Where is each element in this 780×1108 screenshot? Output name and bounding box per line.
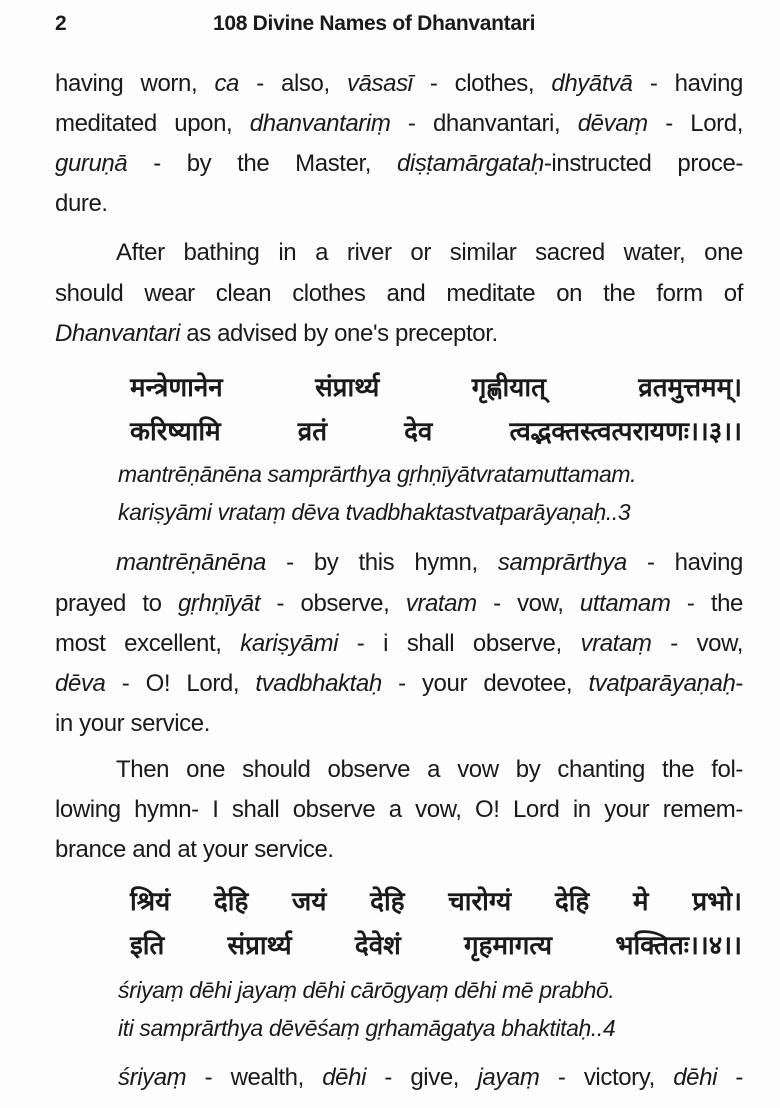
verse4-devanagari-line2: इति संप्रार्थ्य देवेशं गृहमागत्य भक्तितः।।४।। [130, 931, 742, 961]
para3-line3: brance and at your service. [55, 836, 334, 863]
sanskrit-term: jayaṃ [477, 1064, 540, 1091]
deity-name: Dhanvantari [55, 320, 181, 347]
gloss3-line3 [55, 626, 743, 662]
para1-line2 [55, 106, 743, 142]
gloss-text: - [735, 670, 743, 697]
para2-line3: Dhanvantari as advised by one's preceptor. [55, 320, 498, 347]
verse3-translit-line2: kariṣyāmi vrataṃ dēva tvadbhaktastvatparāyaṇaḥ..3 [118, 499, 631, 525]
sanskrit-term: tvadbhaktaḥ [255, 670, 382, 697]
gloss-text: in your service. [55, 710, 210, 737]
verse4-translit-line2: iti samprārthya dēvēśaṃ gṛhamāgatya bhaktitaḥ..4 [118, 1015, 616, 1041]
gloss-text: most excellent, [55, 630, 241, 657]
gloss4-line1 [118, 1060, 743, 1096]
sanskrit-term: ca [214, 70, 240, 97]
gloss3-line5 [55, 706, 743, 742]
page-header [55, 12, 742, 42]
verse4-translit-line1: śriyaṃ dēhi jayaṃ dēhi cārōgyaṃ dēhi mē prabhō. [118, 977, 615, 1003]
gloss-text: - dhanvantari, [390, 110, 578, 137]
verse3-devanagari-line2: करिष्यामि व्रतं देव त्वद्भक्तस्त्वत्परायणः।।३।। [130, 417, 742, 447]
gloss-text: - vow, [651, 630, 743, 657]
gloss-text: prayed to [55, 590, 178, 617]
sanskrit-term: gṛhṇīyāt [177, 590, 261, 617]
sanskrit-term: dēhi [322, 1064, 367, 1091]
gloss-text: - by the Master, [127, 150, 397, 177]
gloss-text: - victory, [539, 1064, 674, 1091]
sanskrit-term: dhyātvā [551, 70, 633, 97]
sanskrit-term: vāsasī [346, 70, 413, 97]
para3-line1: Then one should observe a vow by chanting the fol- [116, 756, 743, 783]
sanskrit-term: mantrēṇānēna [116, 549, 266, 576]
gloss3-line1 [116, 545, 743, 581]
sanskrit-term: samprārthya [497, 549, 627, 576]
sanskrit-term: dēhi [673, 1064, 718, 1091]
gloss-text: - [717, 1064, 743, 1091]
gloss-text: - the [670, 590, 743, 617]
gloss-text: - wealth, [186, 1064, 323, 1091]
sanskrit-term: vratam [405, 590, 477, 617]
gloss-text: having worn, [55, 70, 215, 97]
gloss-text: - by this hymn, [265, 549, 498, 576]
gloss-text: - also, [239, 70, 347, 97]
gloss-text: - having [632, 70, 743, 97]
para3-line2: lowing hymn- I shall observe a vow, O! Lord in your remem- [55, 796, 743, 823]
gloss-text: dure. [55, 190, 108, 217]
sanskrit-term: diṣṭamārgataḥ [396, 150, 544, 177]
sanskrit-term: kariṣyāmi [240, 630, 339, 657]
gloss-text: - clothes, [412, 70, 552, 97]
gloss-text: meditated upon, [55, 110, 250, 137]
para2-line1: After bathing in a river or similar sacred water, one [116, 239, 743, 266]
para2-line2: should wear clean clothes and meditate on the form of [55, 280, 743, 307]
sanskrit-term: dhanvantariṃ [249, 110, 391, 137]
para1-line4 [55, 186, 743, 222]
verse4-devanagari-line1: श्रियं देहि जयं देहि चारोग्यं देहि मे प्रभो। [130, 887, 742, 917]
gloss-text: - vow, [476, 590, 580, 617]
sanskrit-term: śriyaṃ [118, 1064, 187, 1091]
sanskrit-term: dēva [55, 670, 106, 697]
gloss-text: - having [626, 549, 743, 576]
gloss-text: - observe, [260, 590, 406, 617]
sanskrit-term: uttamam [579, 590, 671, 617]
sanskrit-term: vrataṃ [580, 630, 652, 657]
verse3-devanagari-line1: मन्त्रेणानेन संप्रार्थ्य गृह्णीयात् व्रतमुत्तमम्। [130, 373, 742, 403]
gloss-text: - give, [366, 1064, 478, 1091]
verse3-translit-line1: mantrēṇānēna samprārthya gṛhṇīyātvratamuttamam. [118, 461, 637, 487]
gloss-text: - i shall observe, [338, 630, 581, 657]
gloss-text: - your devotee, [381, 670, 589, 697]
gloss-text: -instructed proce- [543, 150, 743, 177]
sanskrit-term: guruṇā [55, 150, 128, 177]
sanskrit-term: dēvaṃ [577, 110, 648, 137]
gloss3-line2 [55, 586, 743, 622]
gloss-text: - O! Lord, [105, 670, 256, 697]
gloss-text: - Lord, [647, 110, 743, 137]
page-number: 2 [55, 12, 67, 35]
gloss3-line4 [55, 666, 743, 702]
para1-line1 [55, 66, 743, 102]
running-head: 108 Divine Names of Dhanvantari [213, 12, 536, 35]
sanskrit-term: tvatparāyaṇaḥ [588, 670, 736, 697]
para1-line3 [55, 146, 743, 182]
